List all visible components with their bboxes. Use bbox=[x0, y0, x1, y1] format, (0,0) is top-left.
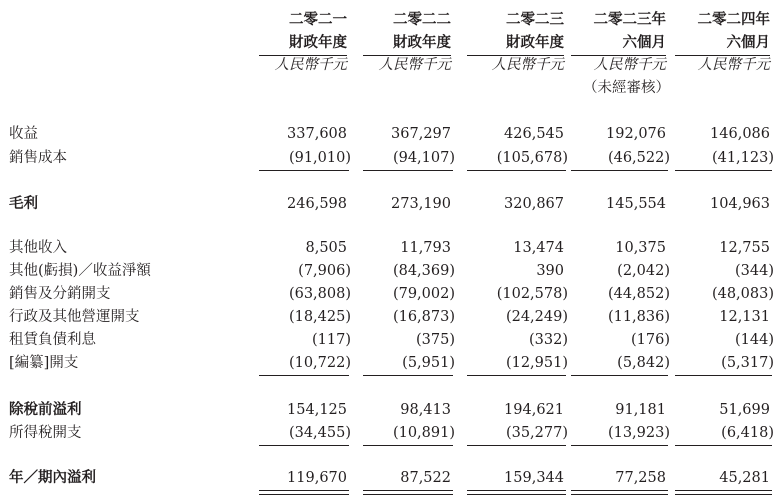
column-header-2 bbox=[363, 8, 451, 77]
table-row bbox=[0, 193, 777, 215]
value-cell: (13,923) bbox=[607, 425, 670, 441]
subtotal-rule bbox=[571, 170, 668, 171]
value-cell: 390 bbox=[536, 263, 564, 279]
total-double-rule bbox=[259, 490, 349, 495]
table-row bbox=[0, 329, 777, 351]
value-cell: (46,522) bbox=[607, 150, 670, 166]
header-rule bbox=[675, 55, 770, 56]
value-cell: 119,670 bbox=[287, 470, 347, 486]
value-cell: 77,258 bbox=[615, 470, 666, 486]
value-cell: (5,317) bbox=[721, 355, 774, 371]
subtotal-rule bbox=[363, 170, 453, 171]
column-header-unit: 人民幣千元 bbox=[378, 57, 451, 73]
value-cell: (7,906) bbox=[298, 263, 351, 279]
value-cell: 104,963 bbox=[710, 196, 770, 212]
column-header-unit: 人民幣千元 bbox=[593, 57, 666, 73]
value-cell: (344) bbox=[735, 263, 774, 279]
header-rule bbox=[467, 55, 564, 56]
column-header-type: 六個月 bbox=[726, 34, 770, 51]
value-cell: 12,131 bbox=[719, 309, 770, 325]
value-cell: 11,793 bbox=[400, 240, 451, 256]
column-header-period: 二零二二 bbox=[393, 11, 451, 28]
table-row bbox=[0, 237, 777, 259]
value-cell: (48,083) bbox=[711, 286, 774, 302]
subtotal-rule bbox=[467, 445, 566, 446]
column-header-1 bbox=[259, 8, 347, 77]
row-label: 銷售成本 bbox=[9, 150, 67, 166]
value-cell: (2,042) bbox=[617, 263, 670, 279]
table-row bbox=[0, 422, 777, 444]
subtotal-rule bbox=[363, 445, 453, 446]
value-cell: (84,369) bbox=[392, 263, 455, 279]
column-header-type: 財政年度 bbox=[393, 34, 451, 51]
value-cell: (18,425) bbox=[288, 309, 351, 325]
table-row bbox=[0, 467, 777, 489]
value-cell: 367,297 bbox=[391, 126, 451, 142]
value-cell: 145,554 bbox=[606, 196, 666, 212]
subtotal-rule bbox=[467, 375, 566, 376]
value-cell: (34,455) bbox=[288, 425, 351, 441]
column-header-period: 二零二四年 bbox=[697, 11, 770, 28]
value-cell: 246,598 bbox=[287, 196, 347, 212]
column-header-unit: 人民幣千元 bbox=[274, 57, 347, 73]
table-row bbox=[0, 123, 777, 145]
subtotal-rule bbox=[363, 375, 453, 376]
value-cell: (79,002) bbox=[392, 286, 455, 302]
value-cell: 51,699 bbox=[719, 402, 770, 418]
header-rule bbox=[363, 55, 451, 56]
row-label: 毛利 bbox=[9, 195, 38, 212]
value-cell: (117) bbox=[312, 332, 351, 348]
row-label: 銷售及分銷開支 bbox=[9, 286, 111, 302]
table-row bbox=[0, 260, 777, 282]
column-header-5 bbox=[675, 8, 770, 77]
table-row bbox=[0, 352, 777, 374]
value-cell: (176) bbox=[631, 332, 670, 348]
value-cell: (144) bbox=[735, 332, 774, 348]
table-row bbox=[0, 283, 777, 305]
row-label: 所得稅開支 bbox=[9, 425, 82, 441]
value-cell: (10,722) bbox=[288, 355, 351, 371]
total-double-rule bbox=[675, 490, 772, 495]
row-label: 年／期內溢利 bbox=[9, 469, 96, 486]
value-cell: (102,578) bbox=[496, 286, 568, 302]
value-cell: 8,505 bbox=[305, 240, 347, 256]
value-cell: 98,413 bbox=[400, 402, 451, 418]
table-row bbox=[0, 399, 777, 421]
row-label: 收益 bbox=[9, 126, 38, 142]
value-cell: 45,281 bbox=[719, 470, 770, 486]
value-cell: (375) bbox=[416, 332, 455, 348]
value-cell: (5,951) bbox=[402, 355, 455, 371]
value-cell: (44,852) bbox=[607, 286, 670, 302]
value-cell: 273,190 bbox=[391, 196, 451, 212]
value-cell: 426,545 bbox=[504, 126, 564, 142]
value-cell: (6,418) bbox=[721, 425, 774, 441]
value-cell: (12,951) bbox=[505, 355, 568, 371]
row-label: [編纂]開支 bbox=[9, 355, 79, 371]
subtotal-rule bbox=[571, 445, 668, 446]
subtotal-rule bbox=[675, 375, 772, 376]
value-cell: (41,123) bbox=[711, 150, 774, 166]
column-header-type: 財政年度 bbox=[506, 34, 564, 51]
value-cell: (16,873) bbox=[392, 309, 455, 325]
row-label: 其他(虧損)／收益淨額 bbox=[9, 263, 151, 279]
subtotal-rule bbox=[571, 375, 668, 376]
column-header-4 bbox=[571, 8, 670, 100]
value-cell: (63,808) bbox=[288, 286, 351, 302]
value-cell: 320,867 bbox=[504, 196, 564, 212]
table-row bbox=[0, 147, 777, 169]
row-label: 行政及其他營運開支 bbox=[9, 309, 140, 325]
row-label: 除稅前溢利 bbox=[9, 401, 82, 418]
subtotal-rule bbox=[259, 375, 349, 376]
value-cell: 87,522 bbox=[400, 470, 451, 486]
total-double-rule bbox=[467, 490, 566, 495]
value-cell: 146,086 bbox=[710, 126, 770, 142]
header-rule bbox=[259, 55, 347, 56]
subtotal-rule bbox=[259, 445, 349, 446]
value-cell: (24,249) bbox=[505, 309, 568, 325]
subtotal-rule bbox=[675, 170, 772, 171]
column-header-note: （未經審核） bbox=[583, 80, 670, 96]
value-cell: (91,010) bbox=[288, 150, 351, 166]
value-cell: 194,621 bbox=[504, 402, 564, 418]
row-label: 其他收入 bbox=[9, 240, 67, 256]
value-cell: 10,375 bbox=[615, 240, 666, 256]
column-header-3 bbox=[467, 8, 564, 77]
value-cell: (332) bbox=[529, 332, 568, 348]
value-cell: (10,891) bbox=[392, 425, 455, 441]
value-cell: (35,277) bbox=[505, 425, 568, 441]
value-cell: 12,755 bbox=[719, 240, 770, 256]
column-header-type: 六個月 bbox=[622, 34, 666, 51]
column-header-period: 二零二一 bbox=[289, 11, 347, 28]
value-cell: 192,076 bbox=[606, 126, 666, 142]
value-cell: 337,608 bbox=[287, 126, 347, 142]
value-cell: 159,344 bbox=[504, 470, 564, 486]
total-double-rule bbox=[571, 490, 668, 495]
value-cell: (105,678) bbox=[496, 150, 568, 166]
subtotal-rule bbox=[467, 170, 566, 171]
header-rule bbox=[571, 55, 666, 56]
column-header-period: 二零二三年 bbox=[593, 11, 666, 28]
value-cell: 91,181 bbox=[615, 402, 666, 418]
column-header-unit: 人民幣千元 bbox=[697, 57, 770, 73]
value-cell: (11,836) bbox=[607, 309, 670, 325]
value-cell: (5,842) bbox=[617, 355, 670, 371]
row-label: 租賃負債利息 bbox=[9, 332, 96, 348]
subtotal-rule bbox=[259, 170, 349, 171]
value-cell: 13,474 bbox=[513, 240, 564, 256]
table-row bbox=[0, 306, 777, 328]
column-header-period: 二零二三 bbox=[506, 11, 564, 28]
subtotal-rule bbox=[675, 445, 772, 446]
total-double-rule bbox=[363, 490, 453, 495]
column-header-unit: 人民幣千元 bbox=[491, 57, 564, 73]
value-cell: 154,125 bbox=[287, 402, 347, 418]
value-cell: (94,107) bbox=[392, 150, 455, 166]
column-header-type: 財政年度 bbox=[289, 34, 347, 51]
